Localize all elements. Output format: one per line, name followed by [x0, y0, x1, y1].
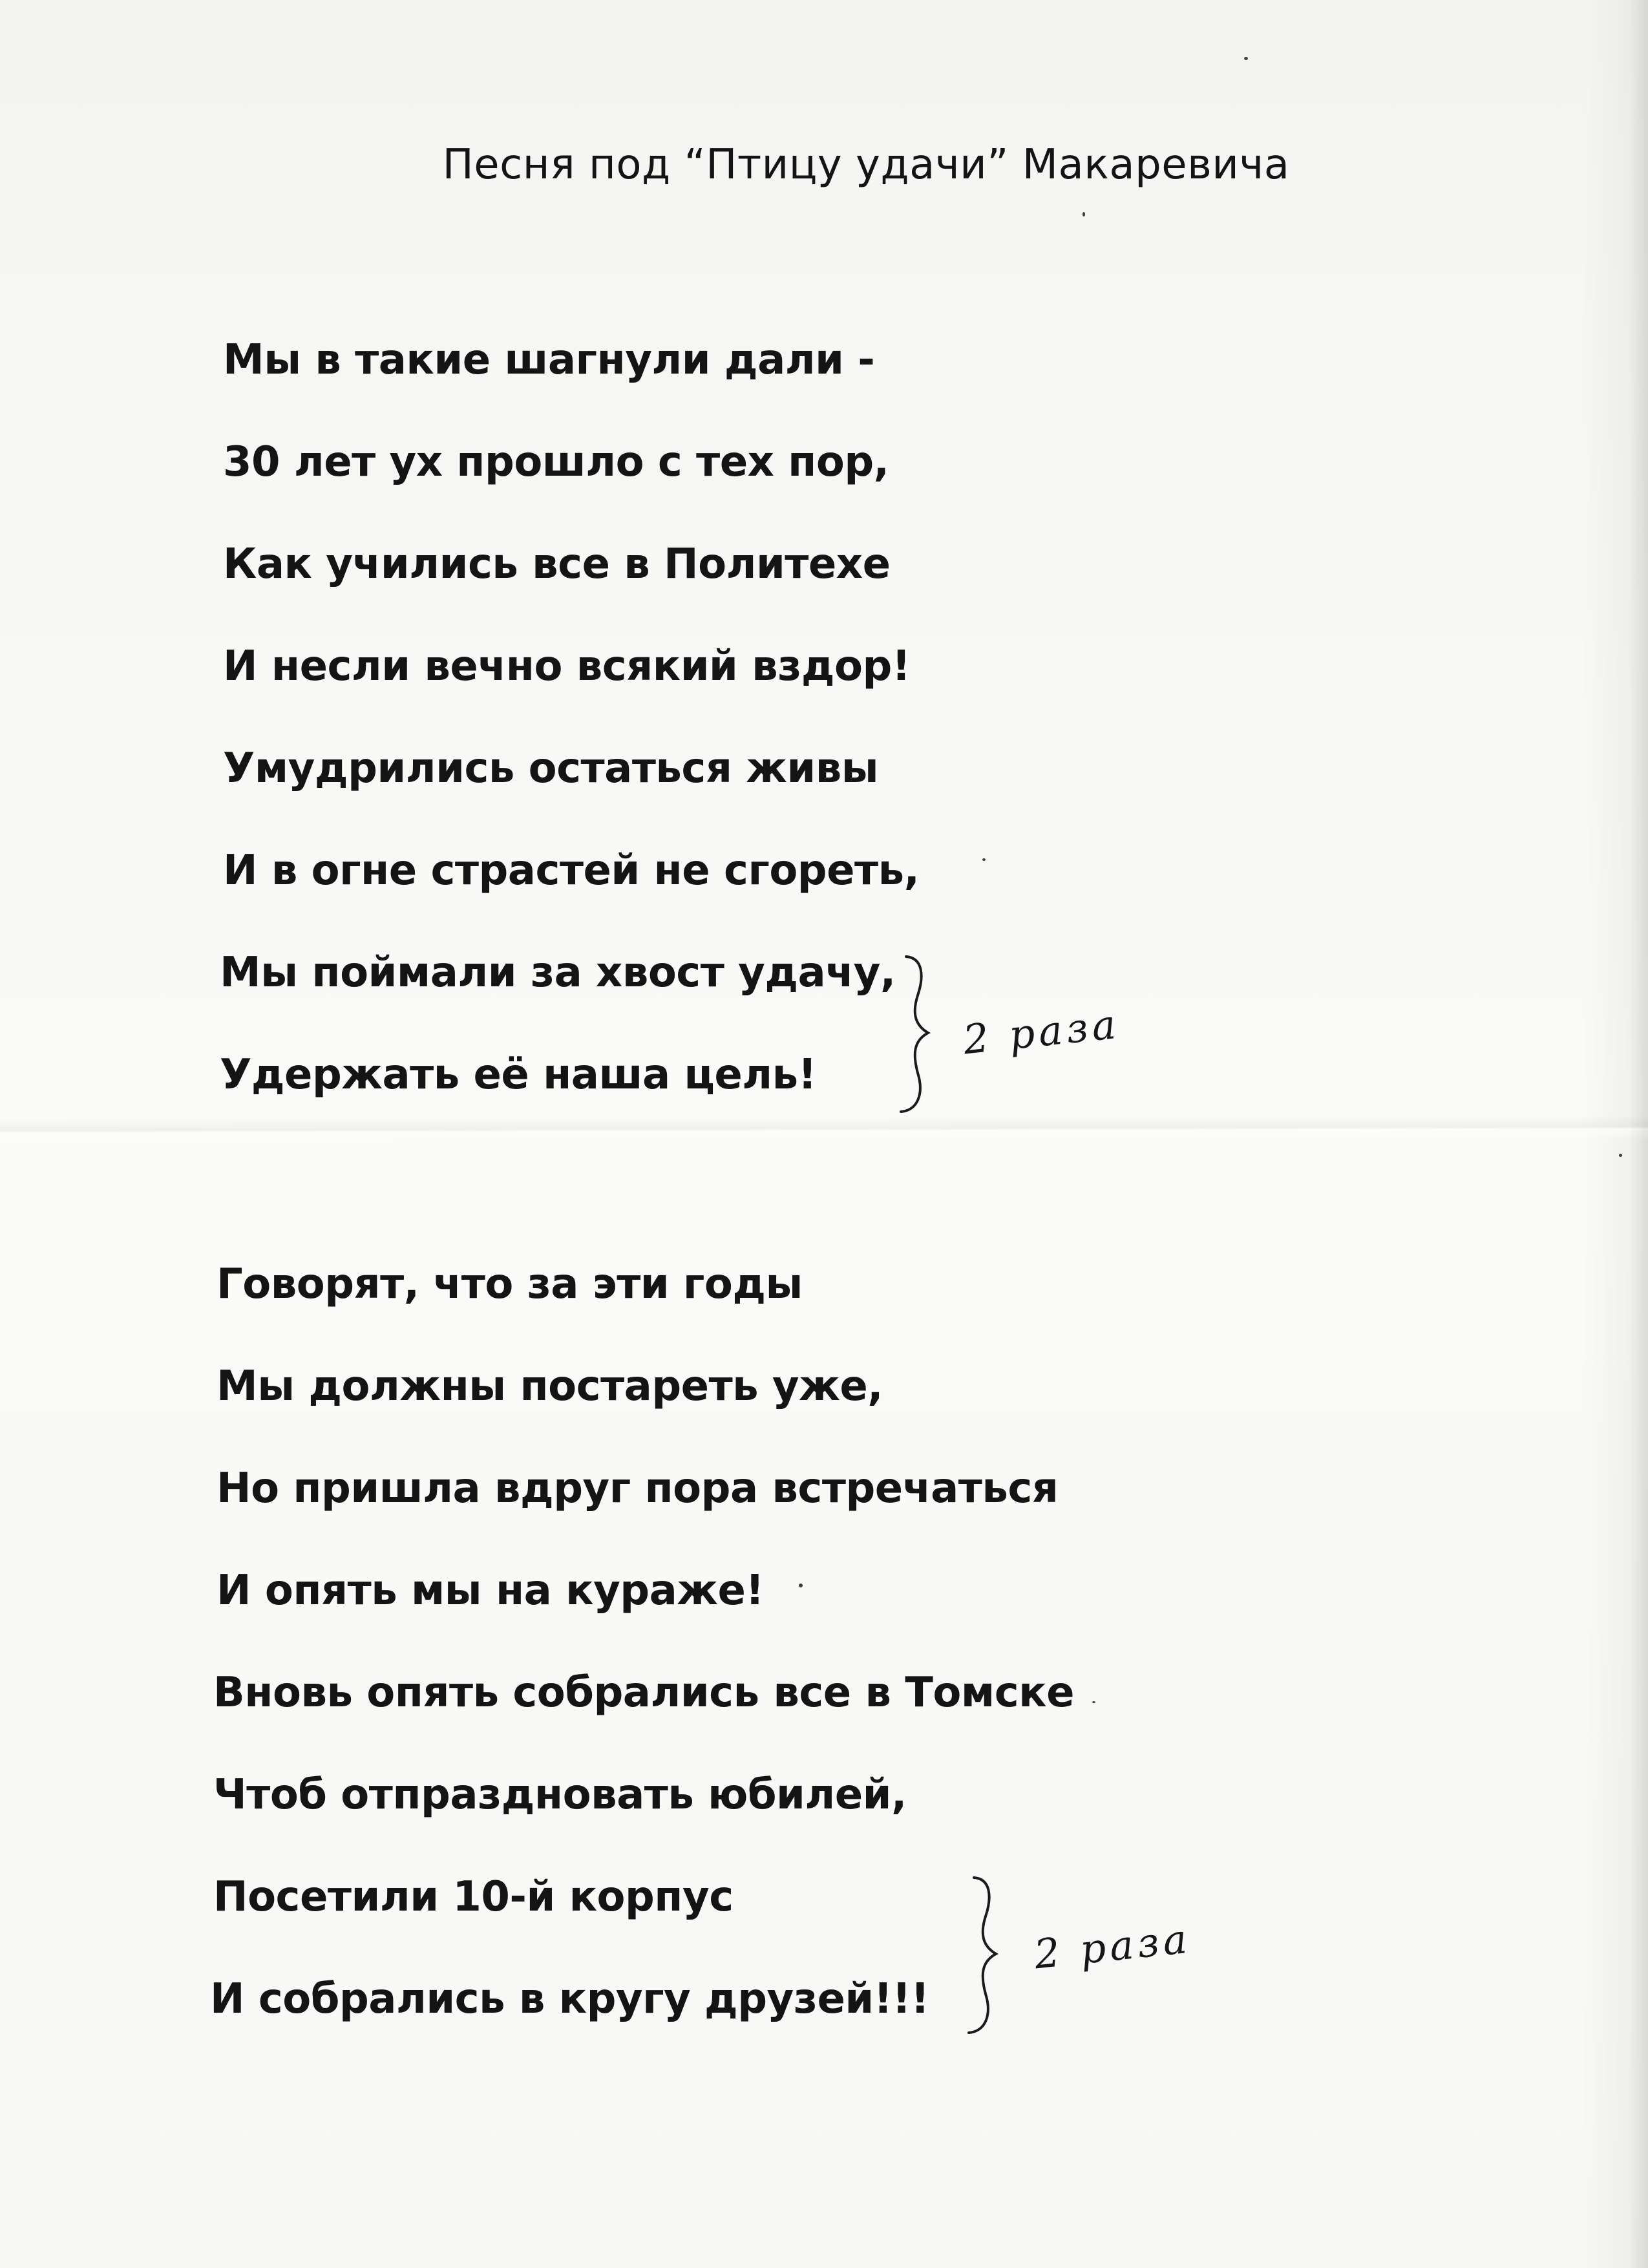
verse-line: Мы в такие шагнули дали - — [223, 336, 875, 384]
verse-line: Посетили 10-й корпус — [213, 1873, 734, 1921]
verse-line: Как учились все в Политехе — [223, 540, 891, 588]
verse-line: И собрались в кругу друзей!!! — [210, 1975, 929, 2023]
verse-line: И опять мы на кураже! — [217, 1567, 765, 1615]
scan-speck — [1619, 1154, 1622, 1157]
scan-speck — [1092, 1701, 1095, 1703]
verse-line: Чтоб отпраздновать юбилей, — [213, 1771, 907, 1819]
scan-speck — [982, 858, 986, 861]
repeat-note: 2 раза — [960, 1000, 1122, 1064]
fold-crease — [0, 1115, 1648, 1145]
verse-line: Вновь опять собрались все в Томске — [213, 1669, 1074, 1717]
scan-speck — [1244, 57, 1248, 60]
handwritten-brace-icon — [960, 1871, 1018, 2039]
scan-speck — [799, 1584, 803, 1587]
song-title: Песня под “Птицу удачи” Макаревича — [442, 141, 1290, 189]
verse-line: Удержать её наша цель! — [220, 1051, 817, 1099]
verse-line: Мы должны постареть уже, — [217, 1362, 883, 1410]
verse-line: И в огне страстей не сгореть, — [223, 847, 920, 895]
verse-line: Но пришла вдруг пора встречаться — [217, 1465, 1059, 1512]
verse-line: Говорят, что за эти годы — [217, 1260, 803, 1308]
verse-line: Умудрились остаться живы — [223, 745, 879, 792]
scan-speck — [1083, 212, 1085, 217]
verse-line: 30 лет ух прошло с тех пор, — [223, 438, 889, 486]
verse-line: Мы поймали за хвост удачу, — [220, 949, 896, 997]
handwritten-brace-icon — [892, 950, 950, 1118]
paper-edge-shadow — [1629, 0, 1648, 2268]
repeat-note: 2 раза — [1031, 1914, 1193, 1978]
verse-line: И несли вечно всякий вздор! — [223, 642, 911, 690]
